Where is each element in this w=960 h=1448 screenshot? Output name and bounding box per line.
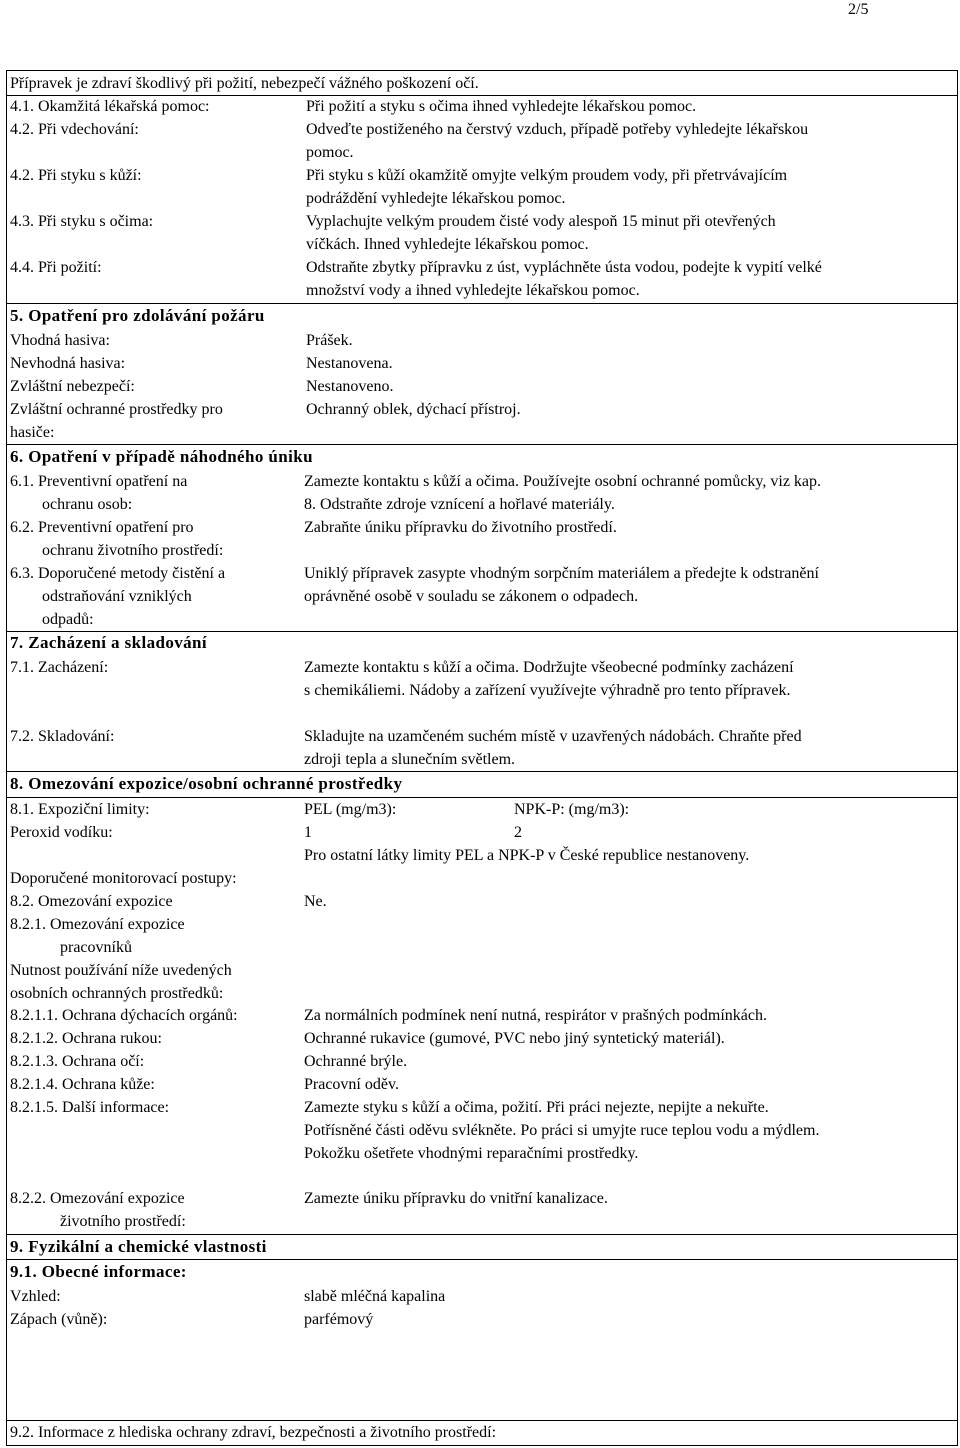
other-info-value-cont: Pokožku ošetřete vhodnými reparačními prostředky. — [304, 1145, 639, 1162]
suitable-extinguisher-value: Prášek. — [306, 332, 353, 349]
personal-precautions-label: 6.1. Preventivní opatření na — [10, 473, 188, 490]
cleanup-methods-label: 6.3. Doporučené metody čistění a — [10, 565, 226, 582]
monitoring-label: Doporučené monitorovací postupy: — [10, 870, 237, 887]
section-8-title: 8. Omezování expozice/osobní ochranné prostředky — [10, 774, 403, 793]
cleanup-methods-label-cont: odpadů: — [42, 611, 94, 628]
skin-protection-label: 8.2.1.4. Ochrana kůže: — [10, 1076, 155, 1093]
section-9-title: 9. Fyzikální a chemické vlastnosti — [10, 1237, 267, 1256]
section-6-title: 6. Opatření v případě náhodného úniku — [10, 447, 313, 466]
special-hazard-value: Nestanoveno. — [306, 378, 394, 395]
special-hazard-label: Zvláštní nebezpečí: — [10, 378, 135, 395]
ppe-necessity-label-cont: osobních ochranných prostředků: — [10, 985, 224, 1002]
first-aid-label: 4.1. Okamžitá lékařská pomoc: — [10, 98, 210, 115]
divider — [6, 95, 958, 96]
exposure-control-label: 8.2. Omezování expozice — [10, 893, 173, 910]
divider — [6, 444, 958, 445]
inhalation-value: Odveďte postiženého na čerstvý vzduch, případě potřeby vyhledejte lékařskou — [306, 121, 809, 138]
monitoring-value: Ne. — [304, 893, 327, 910]
section-7-title: 7. Zacházení a skladování — [10, 633, 208, 652]
other-info-value-cont: Potřísněné části oděvu svlékněte. Po práci si umyjte ruce teplou vodu a mýdlem. — [304, 1122, 820, 1139]
environment-exposure-label: 8.2.2. Omezování expozice — [10, 1190, 185, 1207]
skin-contact-value-cont: podráždění vyhledejte lékařskou pomoc. — [306, 190, 566, 207]
ingestion-value-cont: množství vody a ihned vyhledejte lékařskou pomoc. — [306, 282, 640, 299]
hazard-note: Přípravek je zdraví škodlivý při požití, nebezpečí vážného poškození očí. — [10, 75, 479, 92]
pel-value: 1 — [304, 824, 312, 841]
personal-precautions-value: Zamezte kontaktu s kůží a očima. Používejte osobní ochranné pomůcky, viz kap. — [304, 473, 822, 490]
unsuitable-extinguisher-value: Nestanovena. — [306, 355, 393, 372]
skin-contact-label: 4.2. Při styku s kůží: — [10, 167, 142, 184]
eye-contact-value: Vyplachujte velkým proudem čisté vody alespoň 15 minut při otevřených — [306, 213, 776, 230]
personal-precautions-value-cont: 8. Odstraňte zdroje vznícení a hořlavé materiály. — [304, 496, 615, 513]
ingestion-value: Odstraňte zbytky přípravku z úst, vypláchněte ústa vodou, podejte k vypití velké — [306, 259, 822, 276]
substance-name: Peroxid vodíku: — [10, 824, 113, 841]
storage-value-cont: zdroji tepla a slunečním světlem. — [304, 751, 516, 768]
ppe-necessity-label: Nutnost používání níže uvedených — [10, 962, 232, 979]
divider — [6, 1420, 958, 1421]
respiratory-label: 8.2.1.1. Ochrana dýchacích orgánů: — [10, 1007, 238, 1024]
environmental-precautions-label-cont: ochranu životního prostředí: — [42, 542, 224, 559]
handling-value-cont: s chemikáliemi. Nádoby a zařízení využívejte výhradně pro tento přípravek. — [304, 682, 791, 699]
other-info-label: 8.2.1.5. Další informace: — [10, 1099, 170, 1116]
respiratory-value: Za normálních podmínek není nutná, respirátor v prašných podmínkách. — [304, 1007, 767, 1024]
firefighter-equipment-label: Zvláštní ochranné prostředky pro — [10, 401, 223, 418]
eye-contact-value-cont: víčkách. Ihned vyhledejte lékařskou pomoc. — [306, 236, 589, 253]
health-safety-info-label: 9.2. Informace z hlediska ochrany zdraví, bezpečnosti a životního prostředí: — [10, 1424, 497, 1441]
environmental-precautions-value: Zabraňte úniku přípravku do životního prostředí. — [304, 519, 617, 536]
npk-header: NPK-P: (mg/m3): — [514, 801, 630, 818]
cleanup-methods-value-cont: oprávněné osobě v souladu se zákonem o odpadech. — [304, 588, 639, 605]
environment-exposure-value: Zamezte úniku přípravku do vnitřní kanalizace. — [304, 1190, 608, 1207]
divider — [6, 1259, 958, 1260]
first-aid-value: Při požití a styku s očima ihned vyhledejte lékařskou pomoc. — [306, 98, 697, 115]
odor-value: parfémový — [304, 1311, 374, 1328]
worker-exposure-label: 8.2.1. Omezování expozice — [10, 916, 185, 933]
environment-exposure-label-cont: životního prostředí: — [60, 1213, 186, 1230]
npk-value: 2 — [514, 824, 522, 841]
suitable-extinguisher-label: Vhodná hasiva: — [10, 332, 110, 349]
eye-protection-value: Ochranné brýle. — [304, 1053, 408, 1070]
worker-exposure-label-cont: pracovníků — [60, 939, 132, 956]
firefighter-equipment-label-cont: hasiče: — [10, 424, 55, 441]
handling-label: 7.1. Zacházení: — [10, 659, 109, 676]
divider — [6, 771, 958, 772]
pel-header: PEL (mg/m3): — [304, 801, 397, 818]
hand-protection-value: Ochranné rukavice (gumové, PVC nebo jiný syntetický materiál). — [304, 1030, 725, 1047]
other-info-value: Zamezte styku s kůží a očima, požití. Při práci nejezte, nepijte a nekuřte. — [304, 1099, 769, 1116]
firefighter-equipment-value: Ochranný oblek, dýchací přístroj. — [306, 401, 521, 418]
divider — [6, 797, 958, 798]
personal-precautions-label-cont: ochranu osob: — [42, 496, 133, 513]
storage-label: 7.2. Skladování: — [10, 728, 115, 745]
unsuitable-extinguisher-label: Nevhodná hasiva: — [10, 355, 126, 372]
divider — [6, 631, 958, 632]
appearance-label: Vzhled: — [10, 1288, 61, 1305]
eye-protection-label: 8.2.1.3. Ochrana očí: — [10, 1053, 145, 1070]
exposure-limits-label: 8.1. Expoziční limity: — [10, 801, 150, 818]
skin-protection-value: Pracovní oděv. — [304, 1076, 399, 1093]
divider — [6, 303, 958, 304]
cleanup-methods-value: Uniklý přípravek zasypte vhodným sorpčním materiálem a předejte k odstranění — [304, 565, 819, 582]
divider — [6, 1234, 958, 1235]
inhalation-label: 4.2. Při vdechování: — [10, 121, 139, 138]
general-info-title: 9.1. Obecné informace: — [10, 1262, 187, 1281]
page-number: 2/5 — [848, 1, 869, 18]
other-limits-note: Pro ostatní látky limity PEL a NPK-P v České republice nestanoveny. — [304, 847, 750, 864]
handling-value: Zamezte kontaktu s kůží a očima. Dodržujte všeobecné podmínky zacházení — [304, 659, 794, 676]
eye-contact-label: 4.3. Při styku s očima: — [10, 213, 154, 230]
hand-protection-label: 8.2.1.2. Ochrana rukou: — [10, 1030, 162, 1047]
storage-value: Skladujte na uzamčeném suchém místě v uzavřených nádobách. Chraňte před — [304, 728, 802, 745]
inhalation-value-cont: pomoc. — [306, 144, 354, 161]
environmental-precautions-label: 6.2. Preventivní opatření pro — [10, 519, 194, 536]
skin-contact-value: Při styku s kůží okamžitě omyjte velkým proudem vody, při přetrvávajícím — [306, 167, 788, 184]
cleanup-methods-label-cont: odstraňování vzniklých — [42, 588, 192, 605]
section-5-title: 5. Opatření pro zdolávání požáru — [10, 306, 265, 325]
appearance-value: slabě mléčná kapalina — [304, 1288, 446, 1305]
odor-label: Zápach (vůně): — [10, 1311, 108, 1328]
ingestion-label: 4.4. Při požití: — [10, 259, 102, 276]
